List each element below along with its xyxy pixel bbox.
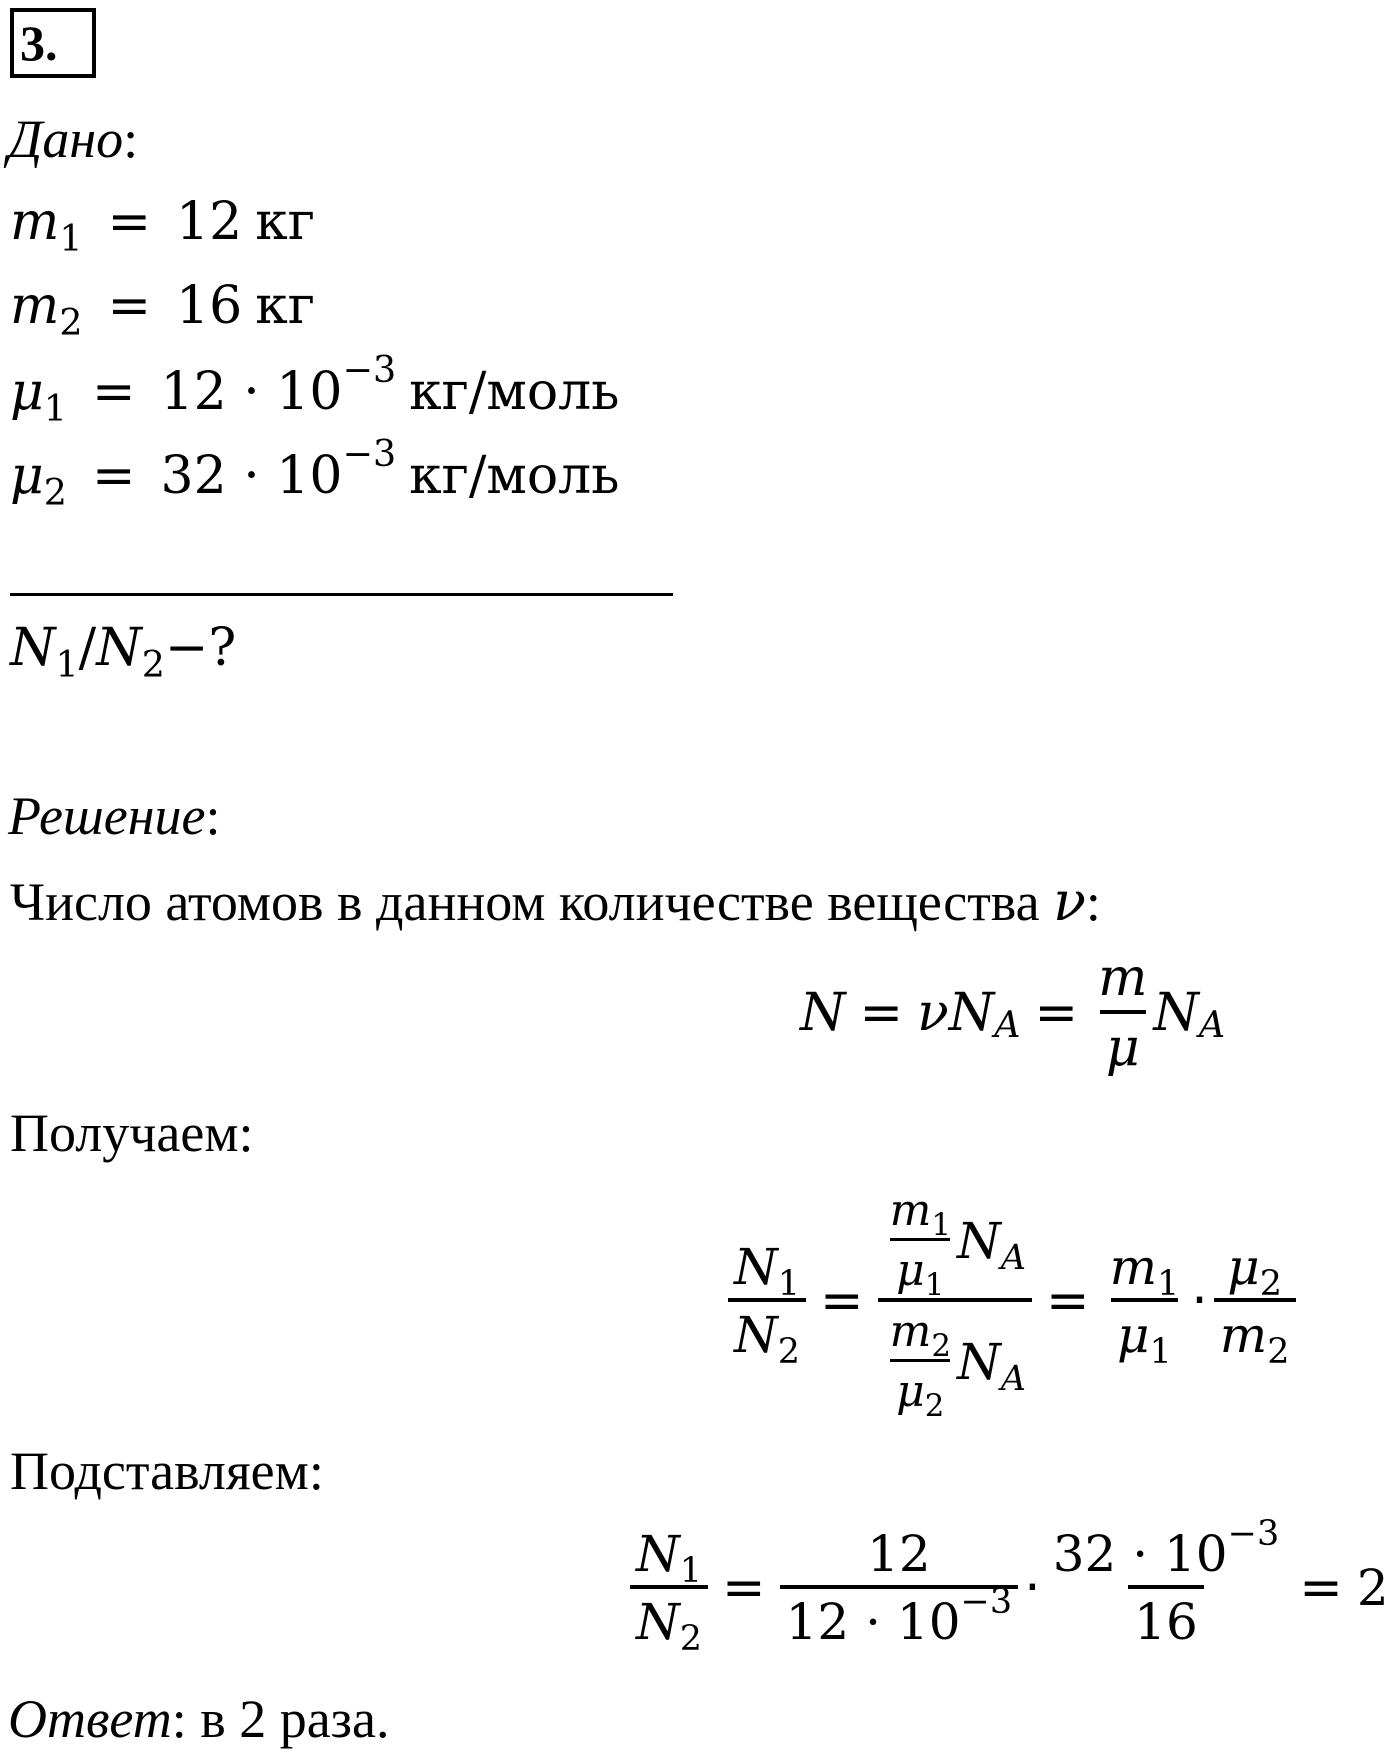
NA-symbol: N bbox=[956, 1332, 1001, 1391]
n2-symbol: N bbox=[734, 1306, 778, 1364]
n1-subscript: 1 bbox=[55, 642, 79, 686]
line-1-text: Число атомов в данном количестве вещества bbox=[10, 872, 1040, 932]
n2-symbol: N bbox=[636, 1593, 680, 1651]
line-1-colon: : bbox=[1085, 872, 1101, 932]
mu2-over-m2-fraction bbox=[1214, 1238, 1296, 1373]
compound-fraction bbox=[878, 1185, 1032, 1424]
n2-symbol: N bbox=[96, 618, 142, 678]
given-mu1 bbox=[10, 347, 620, 430]
NA-subscript: A bbox=[1000, 1358, 1026, 1399]
given-mu2 bbox=[10, 431, 620, 514]
n1-symbol: N bbox=[734, 1238, 778, 1296]
mu2-subscript: 2 bbox=[924, 1387, 945, 1424]
formula-ratio bbox=[728, 1185, 1296, 1424]
mu2-symbol: μ bbox=[896, 1366, 925, 1417]
m1-unit: кг bbox=[255, 192, 315, 252]
divider-line bbox=[10, 593, 673, 596]
n1-symbol: N bbox=[636, 1525, 680, 1583]
multiply-dot: · bbox=[1191, 1271, 1208, 1331]
nu-symbol: ν bbox=[917, 983, 949, 1043]
equals-sign: = bbox=[91, 362, 136, 422]
denominator-exponent: −3 bbox=[960, 1581, 1013, 1622]
answer-label: Ответ bbox=[8, 1689, 172, 1749]
m2-over-mu2-fraction bbox=[884, 1306, 957, 1424]
mu1-unit: кг/моль bbox=[409, 362, 620, 422]
problem-number: 3. bbox=[10, 8, 96, 78]
n1-subscript: 1 bbox=[777, 1264, 801, 1305]
answer-text: в 2 раза. bbox=[186, 1689, 390, 1749]
m1-subscript: 1 bbox=[59, 216, 83, 260]
m2-unit: кг bbox=[255, 276, 315, 336]
m1-subscript: 1 bbox=[1156, 1264, 1180, 1305]
given-label: Дано bbox=[8, 109, 124, 169]
n2-subscript: 2 bbox=[141, 642, 165, 686]
m2-subscript: 2 bbox=[59, 300, 83, 344]
mu1-exponent: −3 bbox=[342, 347, 397, 391]
solution-heading bbox=[8, 785, 221, 847]
equals-sign: = bbox=[1045, 1271, 1090, 1331]
find-question: −? bbox=[164, 618, 237, 678]
nu-symbol: ν bbox=[1053, 870, 1086, 933]
solution-colon: : bbox=[205, 786, 221, 846]
NA-symbol: N bbox=[1153, 983, 1199, 1043]
numerator-exponent: −3 bbox=[1227, 1513, 1280, 1554]
mu1-subscript: 1 bbox=[924, 1266, 945, 1303]
solution-line-3: Подставляем: bbox=[10, 1441, 324, 1501]
multiply-dot: · bbox=[1024, 1558, 1041, 1618]
mu1-subscript: 1 bbox=[43, 386, 67, 430]
equals-sign: = bbox=[859, 983, 904, 1043]
m1-symbol: m bbox=[10, 192, 60, 252]
m2-value: 16 bbox=[176, 276, 243, 336]
m1-symbol: m bbox=[1109, 1238, 1157, 1296]
mu1-value: 12 · 10 bbox=[160, 362, 343, 422]
mu2-symbol: μ bbox=[1227, 1238, 1260, 1296]
mu1-symbol: μ bbox=[896, 1245, 925, 1296]
equals-sign: = bbox=[1299, 1558, 1343, 1618]
formula-number-of-atoms bbox=[800, 948, 1225, 1078]
fraction-denominator: 12 · 10 bbox=[785, 1593, 961, 1651]
m1-value: 12 bbox=[176, 192, 243, 252]
mu1-symbol: μ bbox=[1117, 1306, 1150, 1364]
fraction-numerator: 12 bbox=[867, 1525, 931, 1583]
N-symbol: N bbox=[800, 983, 846, 1043]
NA-symbol: N bbox=[948, 983, 995, 1043]
slash: / bbox=[78, 618, 97, 678]
m2-symbol: m bbox=[10, 276, 60, 336]
fraction-denominator: μ bbox=[1100, 1010, 1146, 1078]
first-value-fraction bbox=[780, 1525, 1019, 1651]
answer-line bbox=[8, 1688, 389, 1750]
given-m1 bbox=[10, 192, 315, 260]
formula-substitution bbox=[630, 1513, 1389, 1660]
solution-line-1 bbox=[10, 870, 1101, 933]
equals-sign: = bbox=[1034, 983, 1079, 1043]
solution-label: Решение bbox=[8, 786, 206, 846]
equals-sign: = bbox=[107, 276, 152, 336]
equals-sign: = bbox=[91, 446, 136, 506]
mu1-subscript: 1 bbox=[1149, 1332, 1172, 1373]
m-over-mu-fraction bbox=[1092, 948, 1153, 1078]
mu2-subscript: 2 bbox=[1259, 1264, 1283, 1305]
m1-over-mu1-fraction bbox=[1104, 1238, 1186, 1373]
mu2-subscript: 2 bbox=[43, 470, 67, 514]
NA-subscript: A bbox=[1198, 1003, 1226, 1047]
m2-subscript: 2 bbox=[931, 1327, 951, 1364]
m1-symbol: m bbox=[889, 1185, 932, 1236]
result-value: 2 bbox=[1356, 1559, 1389, 1617]
find-line bbox=[10, 618, 237, 686]
n2-subscript: 2 bbox=[777, 1332, 801, 1373]
second-value-fraction bbox=[1047, 1513, 1286, 1651]
fraction-numerator: 32 · 10 bbox=[1052, 1525, 1228, 1583]
n1-over-n2-fraction bbox=[728, 1238, 806, 1373]
NA-subscript: A bbox=[1000, 1237, 1026, 1278]
equals-sign: = bbox=[820, 1271, 864, 1331]
mu2-value: 32 · 10 bbox=[160, 446, 343, 506]
NA-symbol: N bbox=[956, 1211, 1001, 1270]
m1-over-mu1-fraction bbox=[884, 1185, 957, 1303]
fraction-numerator: m bbox=[1098, 948, 1148, 1008]
m1-subscript: 1 bbox=[931, 1206, 951, 1243]
equals-sign: = bbox=[107, 192, 152, 252]
n2-subscript: 2 bbox=[679, 1619, 703, 1660]
n1-symbol: N bbox=[10, 618, 56, 678]
n1-subscript: 1 bbox=[679, 1551, 703, 1592]
mu2-symbol: μ bbox=[10, 446, 44, 506]
mu2-exponent: −3 bbox=[342, 431, 397, 475]
m2-symbol: m bbox=[1219, 1306, 1268, 1364]
given-m2 bbox=[10, 276, 315, 344]
given-heading bbox=[8, 108, 138, 170]
n1-over-n2-fraction bbox=[630, 1525, 708, 1660]
fraction-denominator: 16 bbox=[1128, 1585, 1204, 1651]
m2-symbol: m bbox=[889, 1306, 932, 1357]
answer-colon: : bbox=[171, 1689, 187, 1749]
solution-line-2: Получаем: bbox=[10, 1103, 254, 1163]
given-colon: : bbox=[123, 109, 139, 169]
mu1-symbol: μ bbox=[10, 362, 44, 422]
equals-sign: = bbox=[722, 1558, 766, 1618]
NA-subscript: A bbox=[994, 1003, 1021, 1047]
mu2-unit: кг/моль bbox=[409, 446, 620, 506]
m2-subscript: 2 bbox=[1267, 1332, 1290, 1373]
